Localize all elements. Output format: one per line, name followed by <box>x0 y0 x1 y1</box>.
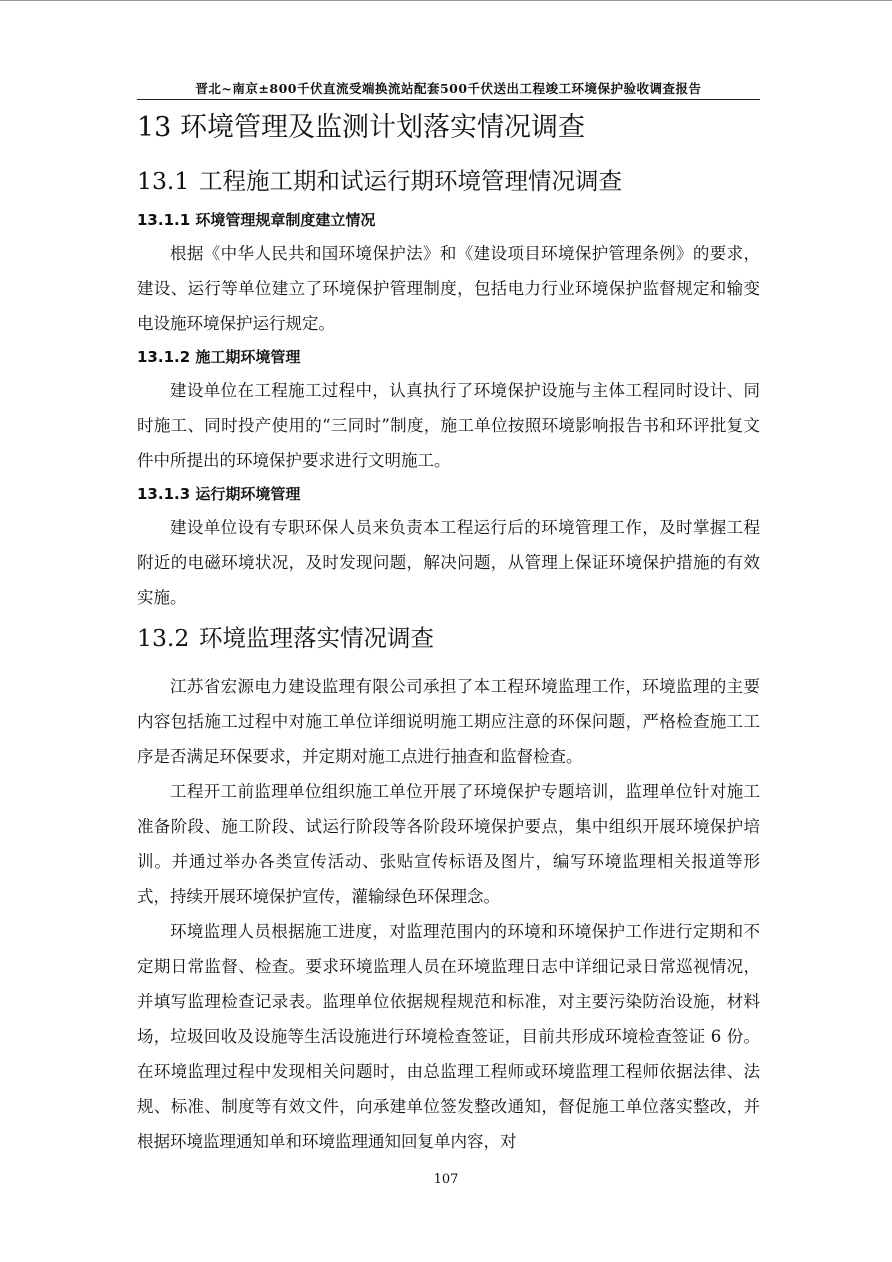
top-edge-rule <box>0 0 892 1</box>
section-heading-13-2 <box>137 619 760 657</box>
header-rule <box>137 99 760 100</box>
section-number: 13.1 <box>137 167 190 195</box>
subsection-heading-13-1-1: 13.1.1 环境管理规章制度建立情况 <box>137 211 376 229</box>
paragraph: 工程开工前监理单位组织施工单位开展了环境保护专题培训，监理单位针对施工准备阶段、施工阶段、试运行阶段等各阶段环境保护要点，集中组织开展环境保护培训。并通过举办各类宣传活动、张贴宣传标语及图片，编写环境监理相关报道等形式，持续开展环境保护宣传，灌输绿色环保理念。 <box>137 782 760 906</box>
subsection-heading-13-1-2: 13.1.2 施工期环境管理 <box>137 348 301 366</box>
section-number: 13.2 <box>137 624 190 652</box>
paragraph: 根据《中华人民共和国环境保护法》和《建设项目环境保护管理条例》的要求，建设、运行等单位建立了环境保护管理制度，包括电力行业环境保护监督规定和输变电设施环境保护运行规定。 <box>137 244 760 333</box>
section-title: 环境监理落实情况调查 <box>199 624 434 652</box>
paragraph: 江苏省宏源电力建设监理有限公司承担了本工程环境监理工作，环境监理的主要内容包括施工过程中对施工单位详细说明施工期应注意的环保问题，严格检查施工工序是否满足环保要求，并定期对施工点进行抽查和监督检查。 <box>137 677 760 766</box>
section-title: 工程施工期和试运行期环境管理情况调查 <box>199 167 622 195</box>
paragraph: 建设单位设有专职环保人员来负责本工程运行后的环境管理工作，及时掌握工程附近的电磁环境状况，及时发现问题，解决问题，从管理上保证环境保护措施的有效实施。 <box>137 518 760 607</box>
chapter-title: 13 环境管理及监测计划落实情况调查 <box>137 112 585 143</box>
paragraph: 环境监理人员根据施工进度，对监理范围内的环境和环境保护工作进行定期和不定期日常监督、检查。要求环境监理人员在环境监理日志中详细记录日常巡视情况，并填写监理检查记录表。监理单位依据规程规范和标准，对主要污染防治设施，材料场，垃圾回收及设施等生活设施进行环境检查签证，目前共形成环境检查签证 6 份。在环境监理过程中发现相关问题时，由总监理工程师或环境监理工程师依据法律、法规、标准、制度等有效文件，向承建单位签发整改通知，督促施工单位落实整改，并根据环境监理通知单和环境监理通知回复单内容，对 <box>137 922 760 1151</box>
running-header: 晋北~南京±800千伏直流受端换流站配套500千伏送出工程竣工环境保护验收调查报告 <box>195 81 702 96</box>
subsection-heading-13-1-3: 13.1.3 运行期环境管理 <box>137 485 301 503</box>
page-body <box>137 108 760 1159</box>
section-heading-13-1 <box>137 162 760 200</box>
paragraph: 建设单位在工程施工过程中，认真执行了环境保护设施与主体工程同时设计、同时施工、同时投产使用的“三同时”制度，施工单位按照环境影响报告书和环评批复文件中所提出的环境保护要求进行文明施工。 <box>137 381 760 470</box>
page-number: 107 <box>433 1172 459 1187</box>
